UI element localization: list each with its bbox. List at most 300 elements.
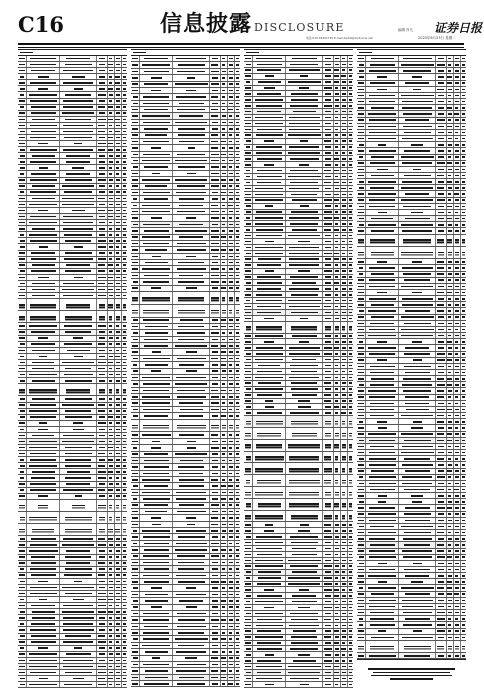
table-cell xyxy=(122,68,127,73)
table-cell xyxy=(115,433,122,438)
table-cell xyxy=(447,56,454,61)
table-cell xyxy=(461,413,466,418)
table-cell xyxy=(173,515,210,520)
table-cell xyxy=(436,382,446,387)
table-cell xyxy=(173,477,210,482)
table-cell xyxy=(115,226,122,231)
table-cell xyxy=(97,178,107,183)
table-cell xyxy=(286,204,323,209)
table-cell xyxy=(122,330,127,335)
table-cell xyxy=(461,512,466,517)
table-cell xyxy=(173,381,210,386)
table-cell xyxy=(357,235,366,246)
table-cell xyxy=(357,364,366,369)
table-cell xyxy=(210,528,220,533)
table-cell xyxy=(348,251,353,256)
table-cell xyxy=(454,598,461,603)
table-cell xyxy=(235,458,240,463)
table-cell xyxy=(173,69,210,74)
table-cell xyxy=(131,152,140,157)
table-cell xyxy=(366,333,399,338)
table-cell xyxy=(173,286,210,291)
table-cell xyxy=(286,334,323,339)
table-cell xyxy=(436,388,446,393)
table-cell xyxy=(334,334,341,339)
table-cell xyxy=(334,635,341,640)
table-cell xyxy=(140,528,173,533)
table-cell xyxy=(366,198,399,203)
table-cell xyxy=(357,425,366,430)
table-cell xyxy=(253,86,286,91)
table-cell xyxy=(454,302,461,307)
table-cell xyxy=(357,407,366,412)
table-cell xyxy=(97,214,107,219)
table-cell xyxy=(210,413,220,418)
table-cell xyxy=(115,178,122,183)
table-cell xyxy=(253,534,286,539)
table-cell xyxy=(131,458,140,463)
table-cell xyxy=(244,168,253,173)
table-cell xyxy=(235,477,240,482)
table-cell xyxy=(447,148,454,153)
table-cell xyxy=(286,682,323,687)
table-cell xyxy=(122,74,127,79)
table-cell xyxy=(27,251,60,256)
table-cell xyxy=(60,409,97,414)
table-cell xyxy=(447,530,454,535)
table-cell xyxy=(399,395,436,400)
table-cell xyxy=(122,652,127,657)
table-cell xyxy=(436,296,446,301)
table-cell xyxy=(323,593,333,598)
table-cell xyxy=(173,394,210,399)
table-cell xyxy=(18,555,27,560)
table-cell xyxy=(366,302,399,307)
table-cell xyxy=(97,238,107,243)
table-cell xyxy=(286,316,323,321)
table-cell xyxy=(323,174,333,179)
table-cell xyxy=(27,463,60,468)
table-cell xyxy=(454,173,461,178)
table-cell xyxy=(18,336,27,341)
table-cell xyxy=(131,566,140,571)
table-cell xyxy=(399,432,436,437)
table-cell xyxy=(27,500,60,511)
table-cell xyxy=(210,62,220,67)
table-cell xyxy=(323,428,333,439)
table-cell xyxy=(115,634,122,639)
table-cell xyxy=(341,97,348,102)
table-cell xyxy=(131,241,140,246)
table-cell xyxy=(228,56,235,61)
table-cell xyxy=(334,156,341,161)
table-cell xyxy=(348,399,353,404)
table-cell xyxy=(235,343,240,348)
table-cell xyxy=(131,139,140,144)
table-cell xyxy=(131,630,140,635)
table-cell xyxy=(221,337,228,342)
table-cell xyxy=(27,403,60,408)
table-cell xyxy=(341,292,348,297)
table-cell xyxy=(348,387,353,392)
table-cell xyxy=(323,410,333,415)
table-cell xyxy=(210,579,220,584)
table-cell xyxy=(447,635,454,640)
table-cell xyxy=(286,381,323,386)
table-cell xyxy=(228,656,235,661)
table-cell xyxy=(235,203,240,208)
table-cell xyxy=(27,74,60,79)
table-cell xyxy=(334,664,341,669)
table-row xyxy=(18,524,127,536)
table-cell xyxy=(115,323,122,328)
table-cell xyxy=(399,56,436,61)
table-cell xyxy=(115,257,122,262)
table-cell xyxy=(60,646,97,651)
table-cell xyxy=(97,56,107,61)
table-cell xyxy=(436,99,446,104)
table-cell xyxy=(60,676,97,681)
table-cell xyxy=(323,576,333,581)
table-cell xyxy=(399,278,436,283)
table-cell xyxy=(399,370,436,375)
table-cell xyxy=(323,97,333,102)
table-cell xyxy=(18,99,27,104)
table-cell xyxy=(115,579,122,584)
table-cell xyxy=(221,260,228,265)
table-cell xyxy=(286,564,323,569)
table-cell xyxy=(221,164,228,169)
table-cell xyxy=(60,469,97,474)
table-cell xyxy=(173,407,210,412)
table-cell xyxy=(357,395,366,400)
table-cell xyxy=(286,210,323,215)
table-cell xyxy=(60,129,97,134)
table-cell xyxy=(27,68,60,73)
table-cell xyxy=(357,259,366,264)
table-cell xyxy=(447,272,454,277)
table-cell xyxy=(357,641,366,652)
table-cell xyxy=(244,151,253,156)
table-cell xyxy=(115,646,122,651)
table-cell xyxy=(108,275,115,280)
table-cell xyxy=(348,221,353,226)
table-cell xyxy=(140,235,173,240)
table-cell xyxy=(27,92,60,97)
table-cell xyxy=(60,609,97,614)
table-cell xyxy=(366,296,399,301)
table-cell xyxy=(173,573,210,578)
table-cell xyxy=(348,440,353,451)
table-cell xyxy=(140,209,173,214)
table-cell xyxy=(122,409,127,414)
table-cell xyxy=(366,290,399,295)
table-cell xyxy=(348,646,353,651)
table-cell xyxy=(18,360,27,365)
table-cell xyxy=(461,327,466,332)
table-cell xyxy=(18,275,27,280)
table-cell xyxy=(173,483,210,488)
table-cell xyxy=(334,499,341,510)
table-cell xyxy=(235,566,240,571)
table-cell xyxy=(115,147,122,152)
table-cell xyxy=(399,524,436,529)
table-cell xyxy=(235,133,240,138)
table-cell xyxy=(173,643,210,648)
table-cell xyxy=(454,81,461,86)
table-cell xyxy=(122,287,127,292)
table-cell xyxy=(173,566,210,571)
table-cell xyxy=(399,290,436,295)
table-cell xyxy=(461,247,466,258)
table-cell xyxy=(399,204,436,209)
table-cell xyxy=(27,457,60,462)
table-cell xyxy=(253,605,286,610)
table-cell xyxy=(454,74,461,79)
table-cell xyxy=(173,534,210,539)
table-cell xyxy=(436,155,446,160)
table-cell xyxy=(334,629,341,634)
table-cell xyxy=(235,362,240,367)
table-cell xyxy=(461,370,466,375)
table-cell xyxy=(461,210,466,215)
table-cell xyxy=(235,420,240,432)
table-cell xyxy=(173,636,210,641)
table-cell xyxy=(122,323,127,328)
table-cell xyxy=(436,142,446,147)
table-cell xyxy=(341,576,348,581)
table-cell xyxy=(357,68,366,73)
table-row xyxy=(244,440,353,452)
table-cell xyxy=(115,585,122,590)
table-cell xyxy=(18,299,27,310)
table-cell xyxy=(253,617,286,622)
table-cell xyxy=(221,477,228,482)
table-cell xyxy=(235,113,240,118)
table-cell xyxy=(399,518,436,523)
table-cell xyxy=(235,605,240,610)
table-cell xyxy=(366,395,399,400)
table-cell xyxy=(221,318,228,323)
table-cell xyxy=(366,616,399,621)
table-cell xyxy=(348,416,353,427)
table-cell xyxy=(108,640,115,645)
table-cell xyxy=(140,337,173,342)
table-cell xyxy=(140,636,173,641)
table-cell xyxy=(235,120,240,125)
table-cell xyxy=(140,145,173,150)
table-cell xyxy=(454,530,461,535)
table-cell xyxy=(334,381,341,386)
table-cell xyxy=(399,124,436,129)
table-cell xyxy=(221,324,228,329)
table-cell xyxy=(97,275,107,280)
table-cell xyxy=(436,395,446,400)
table-cell xyxy=(27,257,60,262)
table-cell xyxy=(235,554,240,559)
table-cell xyxy=(173,605,210,610)
table-cell xyxy=(286,139,323,144)
table-cell xyxy=(27,366,60,371)
table-cell xyxy=(122,664,127,669)
table-cell xyxy=(210,598,220,603)
table-cell xyxy=(108,178,115,183)
table-cell xyxy=(286,275,323,280)
table-cell xyxy=(210,305,220,317)
table-cell xyxy=(97,159,107,164)
table-cell xyxy=(341,275,348,280)
table-cell xyxy=(221,356,228,361)
table-cell xyxy=(173,88,210,93)
table-cell xyxy=(60,141,97,146)
table-cell xyxy=(18,135,27,140)
table-cell xyxy=(454,475,461,480)
table-cell xyxy=(122,427,127,432)
table-cell xyxy=(436,629,446,634)
table-cell xyxy=(60,621,97,626)
table-cell xyxy=(210,196,220,201)
table-cell xyxy=(173,152,210,157)
table-cell xyxy=(27,275,60,280)
table-cell xyxy=(27,263,60,268)
table-cell xyxy=(323,345,333,350)
table-cell xyxy=(235,509,240,514)
table-cell xyxy=(454,179,461,184)
table-cell xyxy=(399,247,436,258)
table-cell xyxy=(323,617,333,622)
table-cell xyxy=(18,433,27,438)
table-cell xyxy=(210,464,220,469)
table-cell xyxy=(210,113,220,118)
table-cell xyxy=(253,676,286,681)
table-cell xyxy=(286,251,323,256)
table-cell xyxy=(334,304,341,309)
table-cell xyxy=(357,247,366,258)
table-cell xyxy=(228,113,235,118)
table-cell xyxy=(323,227,333,232)
table-cell xyxy=(348,363,353,368)
table-cell xyxy=(461,93,466,98)
table-cell xyxy=(461,462,466,467)
table-cell xyxy=(334,670,341,675)
table-cell xyxy=(244,80,253,85)
table-cell xyxy=(140,611,173,616)
table-cell xyxy=(334,540,341,545)
table-cell xyxy=(447,321,454,326)
table-cell xyxy=(122,62,127,67)
table-cell xyxy=(341,121,348,126)
table-cell xyxy=(399,185,436,190)
table-cell xyxy=(173,630,210,635)
table-cell xyxy=(173,101,210,106)
table-cell xyxy=(399,635,436,640)
table-cell xyxy=(447,419,454,424)
table-cell xyxy=(60,147,97,152)
table-cell xyxy=(461,74,466,79)
disclosure-table-area xyxy=(18,49,466,687)
table-cell xyxy=(228,120,235,125)
table-cell xyxy=(334,339,341,344)
table-cell xyxy=(461,302,466,307)
table-cell xyxy=(131,573,140,578)
table-cell xyxy=(97,396,107,401)
table-cell xyxy=(286,670,323,675)
table-cell xyxy=(253,369,286,374)
table-cell xyxy=(253,215,286,220)
table-cell xyxy=(140,662,173,667)
table-cell xyxy=(286,103,323,108)
table-cell xyxy=(18,366,27,371)
table-cell xyxy=(97,433,107,438)
table-cell xyxy=(323,375,333,380)
table-cell xyxy=(461,364,466,369)
table-cell xyxy=(253,623,286,628)
table-cell xyxy=(115,524,122,535)
table-cell xyxy=(210,636,220,641)
table-cell xyxy=(228,598,235,603)
table-cell xyxy=(108,409,115,414)
table-cell xyxy=(108,573,115,578)
table-cell xyxy=(286,664,323,669)
table-cell xyxy=(253,416,286,427)
table-cell xyxy=(228,196,235,201)
table-cell xyxy=(140,656,173,661)
table-cell xyxy=(348,345,353,350)
table-cell xyxy=(334,375,341,380)
table-column xyxy=(18,49,127,688)
table-cell xyxy=(235,69,240,74)
table-cell xyxy=(341,74,348,79)
table-cell xyxy=(461,345,466,350)
table-cell xyxy=(323,528,333,533)
table-cell xyxy=(108,463,115,468)
table-cell xyxy=(18,403,27,408)
table-cell xyxy=(228,139,235,144)
table-cell xyxy=(399,610,436,615)
table-cell xyxy=(334,145,341,150)
table-cell xyxy=(454,542,461,547)
table-cell xyxy=(131,171,140,176)
table-cell xyxy=(341,227,348,232)
table-cell xyxy=(122,597,127,602)
table-cell xyxy=(357,130,366,135)
table-cell xyxy=(18,184,27,189)
table-cell xyxy=(366,136,399,141)
table-cell xyxy=(210,177,220,182)
table-cell xyxy=(357,136,366,141)
table-cell xyxy=(253,339,286,344)
table-cell xyxy=(173,375,210,380)
table-cell xyxy=(334,86,341,91)
table-cell xyxy=(140,388,173,393)
table-cell xyxy=(399,179,436,184)
table-cell xyxy=(323,103,333,108)
table-cell xyxy=(253,393,286,398)
table-cell xyxy=(173,260,210,265)
table-cell xyxy=(210,171,220,176)
table-cell xyxy=(228,573,235,578)
table-cell xyxy=(286,363,323,368)
table-cell xyxy=(122,354,127,359)
table-cell xyxy=(323,286,333,291)
table-cell xyxy=(18,482,27,487)
table-cell xyxy=(244,68,253,73)
table-cell xyxy=(334,546,341,551)
table-cell xyxy=(131,515,140,520)
table-cell xyxy=(341,68,348,73)
table-cell xyxy=(131,420,140,432)
table-cell xyxy=(60,299,97,310)
